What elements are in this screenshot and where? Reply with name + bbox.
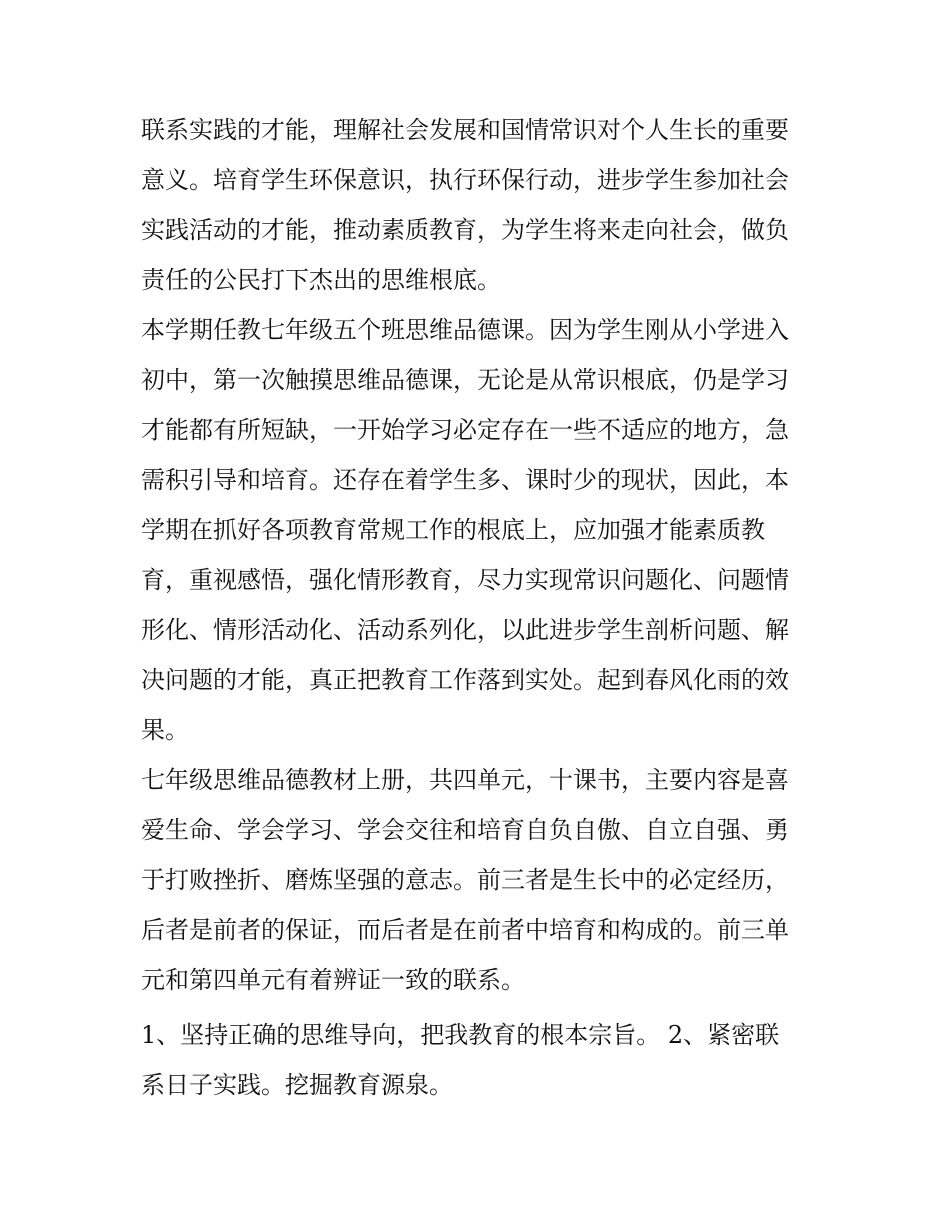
- text-line: 后者是前者的保证，而后者是在前者中培育和构成的。前三单: [141, 916, 789, 944]
- text-line: 初中，第一次触摸思维品德课，无论是从常识根底，仍是学习: [141, 366, 789, 394]
- text-line: 爱生命、学会学习、学会交往和培育自负自傲、自立自强、勇: [141, 816, 789, 844]
- text-line: 决问题的才能，真正把教育工作落到实处。起到春风化雨的效: [141, 666, 789, 694]
- text-line: 责任的公民打下杰出的思维根底。: [141, 266, 501, 294]
- text-line: 系日子实践。挖掘教育源泉。: [141, 1071, 453, 1099]
- text-line: 学期在抓好各项教育常规工作的根底上，应加强才能素质教: [141, 516, 765, 544]
- text-line: 元和第四单元有着辨证一致的联系。: [141, 966, 525, 994]
- text-line: 联系实践的才能，理解社会发展和国情常识对个人生长的重要: [141, 116, 789, 144]
- text-line: 1、坚持正确的思维导向，把我教育的根本宗旨。 2、紧密联: [141, 1021, 780, 1049]
- text-line: 于打败挫折、磨炼坚强的意志。前三者是生长中的必定经历，: [141, 866, 789, 894]
- text-line: 需积引导和培育。还存在着学生多、课时少的现状，因此，本: [141, 466, 789, 494]
- text-line: 育，重视感悟，强化情形教育，尽力实现常识问题化、问题情: [141, 566, 789, 594]
- text-line: 才能都有所短缺，一开始学习必定存在一些不适应的地方，急: [141, 416, 789, 444]
- text-line: 意义。培育学生环保意识，执行环保行动，进步学生参加社会: [141, 166, 789, 194]
- text-line: 七年级思维品德教材上册，共四单元，十课书，主要内容是喜: [141, 766, 789, 794]
- text-line: 形化、情形活动化、活动系列化，以此进步学生剖析问题、解: [141, 616, 789, 644]
- text-line: 实践活动的才能，推动素质教育，为学生将来走向社会，做负: [141, 216, 789, 244]
- text-line: 果。: [141, 716, 189, 744]
- text-line: 本学期任教七年级五个班思维品德课。因为学生刚从小学进入: [141, 316, 789, 344]
